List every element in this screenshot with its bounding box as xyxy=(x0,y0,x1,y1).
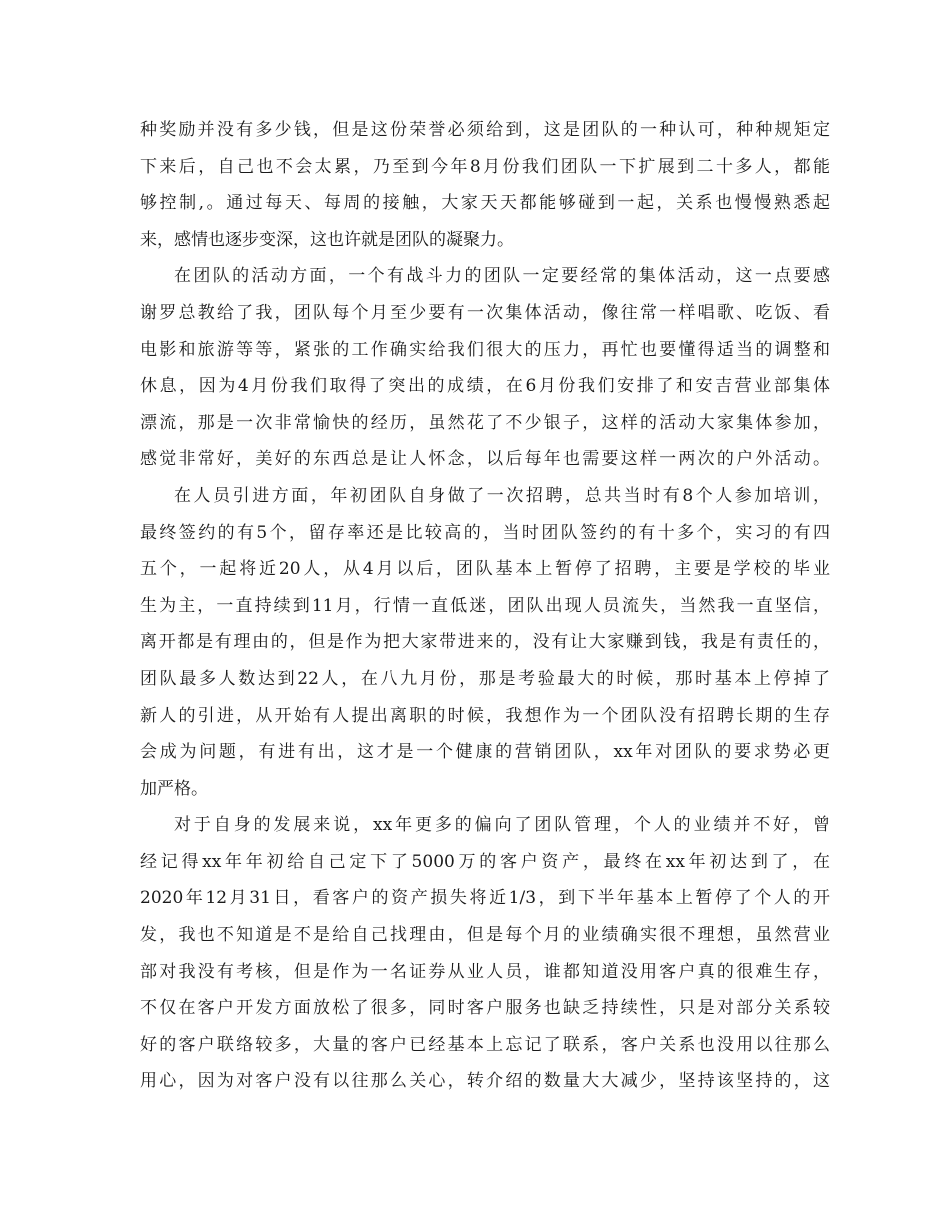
text-line: 2020年12月31日，看客户的资产损失将近1/3，到下半年基本上暂停了个人的开 xyxy=(140,888,830,909)
text-line: 发，我也不知道是不是给自己找理由，但是每个月的业绩确实很不理想，虽然营业 xyxy=(140,925,830,946)
text-line: 电影和旅游等等，紧张的工作确实给我们很大的压力，再忙也要懂得适当的调整和 xyxy=(140,339,830,360)
document-body xyxy=(140,112,830,1100)
text-line: 生为主，一直持续到11月，行情一直低迷，团队出现人员流失，当然我一直坚信， xyxy=(140,595,830,616)
text-line: 感觉非常好，美好的东西总是让人怀念，以后每年也需要这样一两次的户外活动。 xyxy=(140,449,830,470)
text-line: 谢罗总教给了我，团队每个月至少要有一次集体活动，像往常一样唱歌、吃饭、看 xyxy=(140,302,830,323)
text-line: 下来后，自己也不会太累，乃至到今年8月份我们团队一下扩展到二十多人，都能 xyxy=(140,156,830,177)
text-line: 在团队的活动方面，一个有战斗力的团队一定要经常的集体活动，这一点要感 xyxy=(174,266,830,287)
text-line: 部对我没有考核，但是作为一名证券从业人员，谁都知道没用客户真的很难生存， xyxy=(140,961,830,982)
text-line: 漂流，那是一次非常愉快的经历，虽然花了不少银子，这样的活动大家集体参加， xyxy=(140,412,830,433)
text-line: 不仅在客户开发方面放松了很多，同时客户服务也缺乏持续性，只是对部分关系较 xyxy=(140,998,830,1019)
text-line: 休息，因为4月份我们取得了突出的成绩，在6月份我们安排了和安吉营业部集体 xyxy=(140,376,830,397)
text-line: 种奖励并没有多少钱，但是这份荣誉必须给到，这是团队的一种认可，种种规矩定 xyxy=(140,120,830,140)
text-line: 对于自身的发展来说，xx年更多的偏向了团队管理，个人的业绩并不好，曾 xyxy=(174,815,830,836)
text-line: 离开都是有理由的，但是作为把大家带进来的，没有让大家赚到钱，我是有责任的， xyxy=(140,632,830,653)
text-line: 加严格。 xyxy=(140,778,208,799)
text-line: 团队最多人数达到22人，在八九月份，那是考验最大的时候，那时基本上停掉了 xyxy=(140,668,830,689)
text-line: 来，感情也逐步变深，这也许就是团队的凝聚力。 xyxy=(140,229,514,250)
text-line: 好的客户联络较多，大量的客户已经基本上忘记了联系，客户关系也没用以往那么 xyxy=(140,1034,830,1055)
text-line: 五个，一起将近20人，从4月以后，团队基本上暂停了招聘，主要是学校的毕业 xyxy=(140,559,830,580)
text-line: 经记得xx年年初给自己定下了5000万的客户资产，最终在xx年初达到了，在 xyxy=(140,851,830,872)
text-line: 会成为问题，有进有出，这才是一个健康的营销团队，xx年对团队的要求势必更 xyxy=(140,742,830,763)
text-line: 最终签约的有5个，留存率还是比较高的，当时团队签约的有十多个，实习的有四 xyxy=(140,522,830,543)
paragraph-team-cohesion xyxy=(140,112,830,258)
text-line: 够控制,。通过每天、每周的接触，大家天天都能够碰到一起，关系也慢慢熟悉起 xyxy=(140,193,830,214)
paragraph-self-development xyxy=(140,807,830,1100)
text-line: 新人的引进，从开始有人提出离职的时候，我想作为一个团队没有招聘长期的生存 xyxy=(140,705,830,726)
paragraph-recruitment xyxy=(140,478,830,807)
text-line: 用心，因为对客户没有以往那么关心，转介绍的数量大大减少，坚持该坚持的，这 xyxy=(140,1071,830,1092)
paragraph-team-activities xyxy=(140,258,830,478)
text-line: 在人员引进方面，年初团队自身做了一次招聘，总共当时有8个人参加培训， xyxy=(174,485,830,506)
